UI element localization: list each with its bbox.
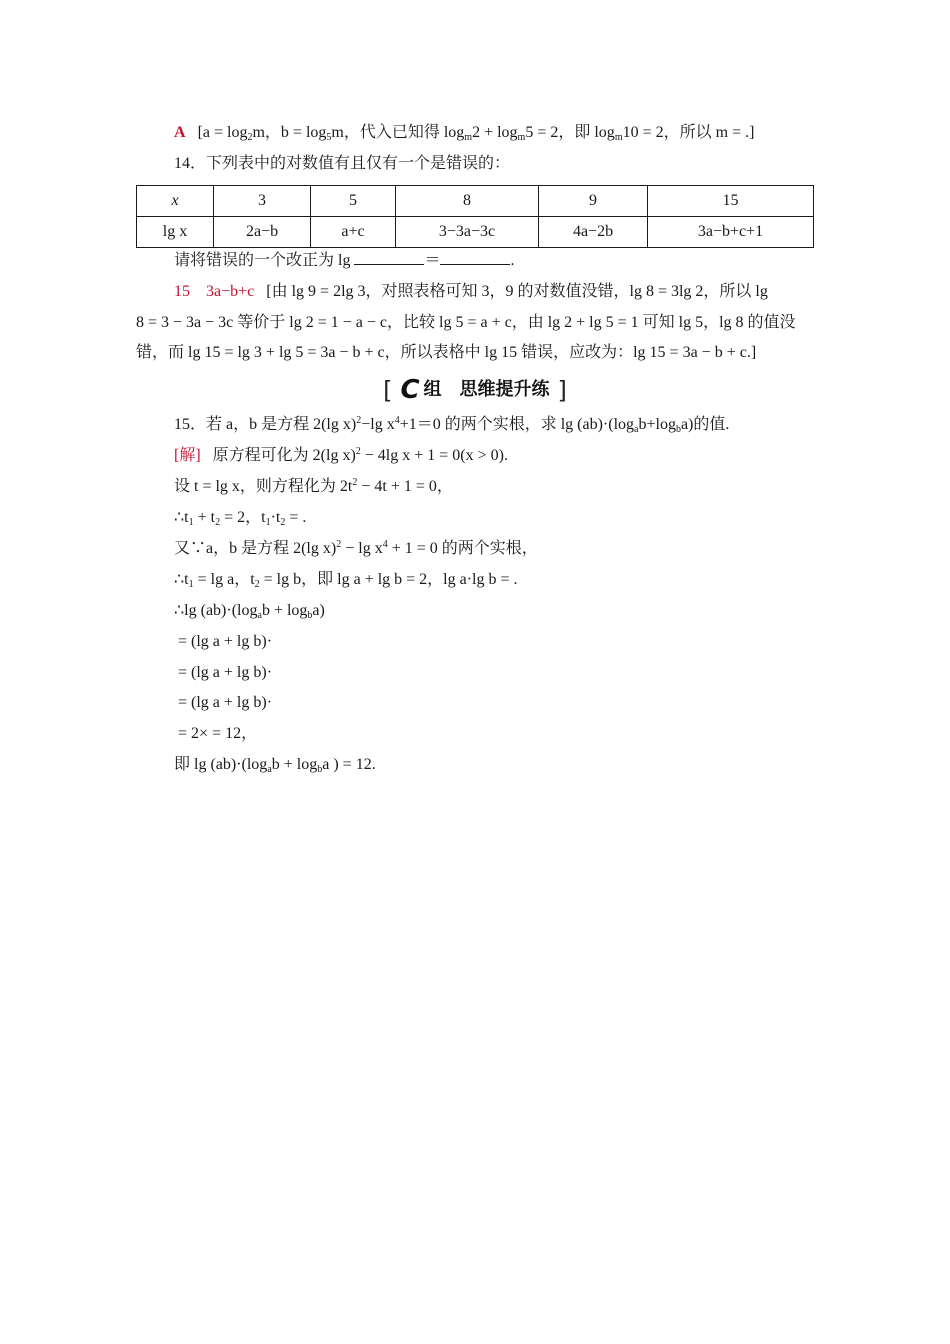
- solution-line-10: = 2× = 12，: [178, 725, 258, 742]
- table-cell: 9: [539, 186, 648, 217]
- answer-13: [174, 122, 754, 144]
- table-cell: 5: [311, 186, 396, 217]
- solution-line-8: = (lg a + lg b)·: [178, 664, 273, 681]
- answer-14-line-3: 错，而 lg 15 = lg 3 + lg 5 = 3a − b + c，所以表格中 lg 15 错误，应改为：lg 15 = 3a − b + c.]: [136, 344, 757, 361]
- solution-line-6: ∴lg $(ab)\cdot(\log_ab + \log_ba)$: [174, 602, 325, 621]
- correction-prompt: 请将错误的一个改正为 lg ＝ .: [174, 252, 515, 269]
- solution-tag: [解]: [174, 447, 201, 464]
- section-letter: C: [400, 375, 420, 406]
- answer-14-line-1: 15 3a−b+c [由 lg 9 = 2lg 3，对照表格可知 3，9 的对数值没错，lg 8 = 3lg 2，所以 lg: [174, 283, 768, 300]
- answer-label: 15 3a−b+c: [174, 283, 255, 300]
- table-row: [137, 186, 814, 217]
- solution-line-5: $\therefore t_1 = \lg a$，$t_2 = \lg b$，即 lg a + lg b = 2，lg a·lg b = .: [174, 571, 518, 590]
- solution-line-3: $\therefore t_1 + t_2 = 2$，$t_1\cdot t_2$ = .: [174, 509, 307, 528]
- solution-line-7: = (lg a + lg b)·: [178, 633, 273, 650]
- answer-blank: [354, 250, 424, 265]
- answer-label: A: [174, 124, 186, 141]
- answer-14-line-2: 8 = 3 − 3a − 3c 等价于 lg 2 = 1 − a − c，比较 lg 5 = a + c，由 lg 2 + lg 5 = 1 可知 lg 5，lg 8 的值没: [136, 314, 796, 331]
- answer-text: [$a = \log_2m$，$b = \log_5m$，代入已知得 $\log_m2 + \log_m5 = 2$，即 $\log_m10 = 2$，所以 m = .]: [197, 124, 755, 143]
- section-title: 组 思维提升练: [423, 379, 550, 401]
- solution-line-1: [解] 原方程可化为 2(lg x)$^2$ − 4lg x + 1 = 0(x > 0).: [174, 446, 508, 464]
- section-bracket-close: ]: [557, 376, 567, 405]
- solution-line-9: = (lg a + lg b)·: [178, 694, 273, 711]
- solution-line-11: 即 $\lg (ab)\cdot(\log_ab + \log_ba$ ) = 12.: [174, 756, 376, 775]
- table-cell: 2a−b: [214, 217, 311, 248]
- solution-line-4: 又∵a，b 是方程 2(lg $x)^2 - \lg x^4 + 1 = 0$ 的两个实根，: [174, 539, 538, 557]
- table-cell: x: [137, 186, 214, 217]
- solution-line-2: 设 t = lg x，则方程化为 $2t^2 - 4t + 1 = 0$，: [174, 477, 453, 495]
- table-cell: 3: [214, 186, 311, 217]
- table-cell: 15: [648, 186, 814, 217]
- table-cell: 8: [396, 186, 539, 217]
- answer-blank: [440, 250, 510, 265]
- log-value-table: [136, 185, 814, 248]
- question-15: 15．若 a，b 是方程 2(lg x)$^2$−lg $x^4+1=0$ 的两个实根，求 $\lg (ab)\cdot(\log_ab+\log_ba)$的值.: [174, 415, 730, 435]
- table-cell: 3a−b+c+1: [648, 217, 814, 248]
- section-bracket-open: [: [383, 376, 393, 405]
- table-cell: 3−3a−3c: [396, 217, 539, 248]
- section-header: [0, 374, 950, 406]
- table-cell: 4a−2b: [539, 217, 648, 248]
- table-cell: a+c: [311, 217, 396, 248]
- table-cell: lg x: [137, 217, 214, 248]
- table-row: [137, 217, 814, 248]
- question-14: 14．下列表中的对数值有且仅有一个是错误的：: [174, 155, 511, 172]
